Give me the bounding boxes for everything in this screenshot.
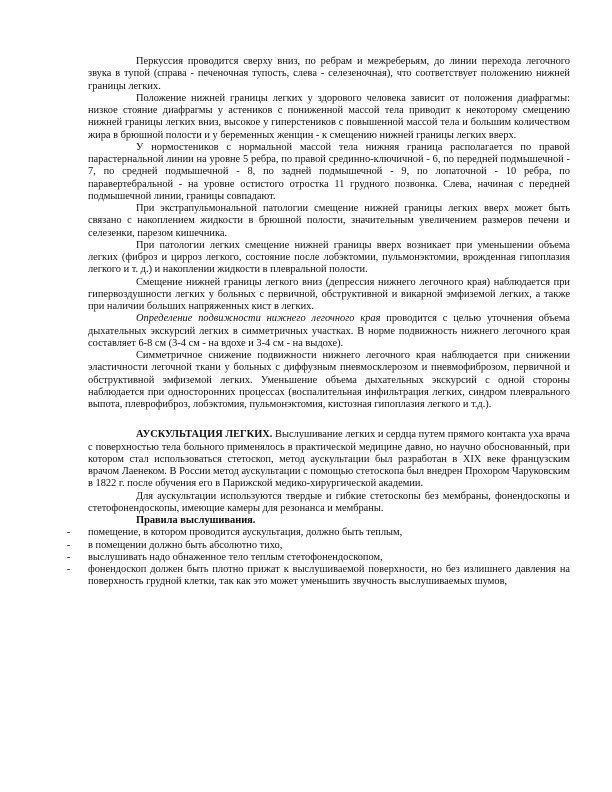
paragraph-lung-pathology: При патологии легких смещение нижней границы вверх возникает при уменьшении объема легких (фиброз и цирроз легкого, состояние после лобэктомии, пульмонэктомии, врожденная гипоплазия легкого и т. д.) и накоплении жидкости в плевральной полости. (88, 239, 570, 276)
rule-text: в помещении должно быть абсолютно тихо, (88, 539, 283, 551)
auscultation-heading: АУСКУЛЬТАЦИЯ ЛЕГКИХ. (136, 429, 273, 441)
paragraph-mobility (88, 313, 570, 350)
paragraph-diaphragm: Положение нижней границы легких у здорового человека зависит от положения диафрагмы: низкое стояние диафрагмы у астеников с пониженной массой тела приводит к некоторому смещению нижней границы легких вниз, высокое у гиперстеников с повышенной массой тела и большим количеством жира в брюшной полости и у беременных женщин - к смещению нижней границы легких вверх. (88, 92, 570, 141)
document-page (67, 56, 570, 589)
paragraph-symmetric: Симметричное снижение подвижности нижнего легочного края наблюдается при снижении эластичности легочной ткани у больных с диффузным пневмосклерозом и пневмофиброзом, первичной и обструктивной эмфиземой легких. Уменьшение объема дыхательных экскурсий с одной стороны наблюдается при односторонних процессах (воспалительная инфильтрация легких, синдром плеврального выпота, плеврофиброз, лобэктомия, пульмонэктомия, кистозная гипоплазия легкого и т.д.). (88, 350, 570, 410)
list-item: - фонендоскоп должен быть плотно прижат к выслушиваемой поверхности, но без излишнего давления на поверхность грудной клетки, так как это может уменьшить звучность выслушиваемых шумов, (67, 564, 570, 588)
rule-text: фонендоскоп должен быть плотно прижат к выслушиваемой поверхности, но без излишнего давления на поверхность грудной клетки, так как это может уменьшить звучность выслушиваемых шумов, (88, 564, 570, 588)
paragraph-normosthenic: У нормостеников с нормальной массой тела нижняя граница располагается по правой парастернальной линии на уровне 5 ребра, по правой срединно-ключичной - 6, по передней подмышечной - 7, по средней подмышечной - 8, по задней подмышечной - 9, по лопаточной - 10 ребра, по паравертебральной - на уровне остистого отростка 11 грудного позвонка. Слева, начиная с передней подмышечной линии, границы совпадают. (88, 141, 570, 202)
rule-text: помещение, в котором проводится аускультация, должно быть теплым, (88, 527, 403, 539)
rule-text: выслушивать надо обнаженное тело теплым стетофонендоскопом, (88, 551, 383, 563)
paragraph-auscultation (88, 429, 570, 490)
list-item: - в помещении должно быть абсолютно тихо, (67, 539, 283, 551)
mobility-term: Определение подвижности нижнего легочного края (136, 313, 381, 325)
paragraph-extrapulmonary: При экстрапульмональной патологии смещение нижней границы легких вверх может быть связано с накоплением жидкости в брюшной полости, значительным увеличением размеров печени и селезенки, парезом кишечника. (88, 203, 570, 239)
paragraph-percussion: Перкуссия проводится сверху вниз, по ребрам и межреберьям, до линии перехода легочного звука в тупой (справа - печеночная тупость, слева - селезеночная), что соответствует положению нижней границы легких. (88, 56, 570, 92)
mobility-text: проводится с целью уточнения объема дыхательных экскурсий легких в симметричных участках. В норме подвижность нижнего легочного края составляет 6-8 см (3-4 см - на вдохе и 3-4 см - на выдохе). (88, 313, 570, 349)
list-item: - помещение, в котором проводится аускультация, должно быть теплым, (67, 527, 403, 539)
auscultation-text: Выслушивание легких и сердца путем прямого контакта уха врача с поверхностью тела больного применялось в практической медицине давно, но научно обоснованный, при котором стал использоваться стетоскоп, метод аускультации был разработан в XIX веке французским врачом Лаенеком. В России метод аускультации с помощью стетоскопа был внедрен Прохором Чаруковским в 1822 г. после обучения его в Парижской медико-хирургической академии. (88, 429, 570, 490)
rules-title: Правила выслушивания. (136, 515, 256, 526)
rules-list (67, 527, 570, 588)
section-gap (88, 411, 570, 429)
paragraph-instruments: Для аускультации используются твердые и гибкие стетоскопы без мембраны, фонендоскопы и стетофонендоскопы, имеющие камеры для резонанса и мембраны. (88, 490, 570, 514)
list-item: - выслушивать надо обнаженное тело теплым стетофонендоскопом, (67, 551, 383, 563)
paragraph-downward-shift: Смещение нижней границы легкого вниз (депрессия нижнего легочного края) наблюдается при гипервоздушности легких у больных с первичной, обструктивной и викарной эмфиземой легких, а также при наличии больших напряженных кист в легких. (88, 276, 570, 312)
